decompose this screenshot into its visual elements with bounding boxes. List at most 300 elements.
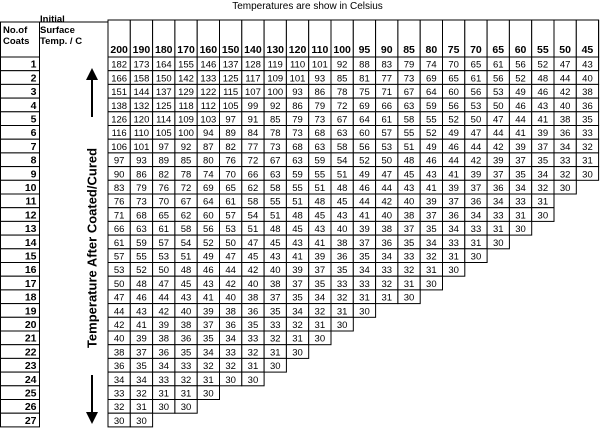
temperature-value: 67 — [180, 196, 192, 208]
temperature-value: 34 — [559, 141, 571, 153]
column-header-temp: 130 — [266, 44, 285, 56]
temperature-value: 43 — [537, 100, 549, 112]
temperature-value: 48 — [403, 155, 415, 167]
temperature-value: 61 — [158, 224, 170, 236]
temperature-value: 41 — [314, 237, 326, 249]
temperature-value: 35 — [180, 347, 192, 359]
temperature-value: 38 — [269, 278, 281, 290]
temperature-value: 42 — [247, 265, 259, 277]
temperature-value: 62 — [247, 183, 259, 194]
temperature-value: 41 — [515, 128, 526, 140]
temperature-value: 44 — [470, 141, 482, 153]
temperature-value: 37 — [470, 183, 482, 194]
temperature-value: 74 — [203, 169, 214, 181]
temperature-value: 35 — [537, 155, 549, 167]
temperature-value: 32 — [225, 361, 236, 373]
temperature-value: 120 — [133, 114, 150, 126]
temperature-value: 35 — [515, 169, 526, 181]
temperature-value: 56 — [492, 73, 504, 85]
temperature-value: 55 — [403, 128, 415, 140]
temperature-value: 31 — [247, 361, 259, 373]
temperature-value: 97 — [158, 141, 170, 153]
coat-number: 13 — [24, 223, 37, 236]
temperature-value: 36 — [448, 210, 459, 222]
coat-number: 19 — [24, 305, 37, 318]
temperature-value: 30 — [492, 237, 504, 249]
temperature-value: 118 — [178, 100, 194, 112]
temperature-value: 43 — [180, 292, 192, 304]
temperature-value: 36 — [158, 347, 170, 359]
coat-number: 11 — [25, 195, 37, 208]
temperature-value: 48 — [537, 73, 549, 85]
coat-number: 22 — [24, 346, 37, 359]
temperature-value: 30 — [158, 402, 170, 414]
temperature-value: 78 — [269, 128, 281, 140]
temperature-value: 53 — [492, 87, 504, 99]
temperature-value: 37 — [314, 265, 326, 277]
temperature-value: 30 — [247, 374, 259, 386]
temperature-value: 50 — [381, 155, 393, 167]
temperature-value: 68 — [314, 128, 326, 140]
temperature-value: 32 — [426, 251, 437, 263]
temperature-value: 39 — [203, 306, 214, 318]
temperature-value: 75 — [359, 87, 370, 99]
coat-number: 25 — [24, 387, 37, 400]
temperature-value: 66 — [247, 169, 259, 181]
temperature-value: 72 — [336, 100, 348, 112]
temperature-value: 90 — [113, 169, 125, 181]
temperature-value: 47 — [381, 169, 393, 181]
column-header-temp: 140 — [244, 44, 262, 56]
temperature-value: 44 — [113, 306, 125, 318]
temperature-value: 30 — [559, 183, 571, 194]
coat-number: 14 — [24, 236, 37, 249]
temperature-value: 86 — [136, 169, 147, 181]
temperature-value: 89 — [225, 128, 236, 140]
temperature-value: 105 — [155, 128, 172, 140]
temperature-value: 100 — [267, 87, 284, 99]
temperature-value: 35 — [426, 224, 437, 236]
temperature-value: 48 — [336, 183, 348, 194]
temperature-value: 45 — [180, 278, 192, 290]
coat-number: 16 — [24, 264, 37, 277]
temperature-value: 48 — [314, 196, 326, 208]
temperature-value: 63 — [336, 128, 348, 140]
temperature-value: 33 — [225, 347, 236, 359]
temperature-value: 76 — [113, 196, 125, 208]
temperature-value: 33 — [492, 210, 504, 222]
temperature-value: 48 — [292, 210, 303, 222]
temperature-value: 57 — [381, 128, 393, 140]
temperature-value: 41 — [448, 169, 459, 181]
temperature-value: 43 — [136, 306, 147, 318]
coat-number: 23 — [24, 360, 37, 373]
temperature-value: 35 — [336, 265, 348, 277]
temperature-value: 85 — [269, 114, 281, 126]
temperature-value: 86 — [314, 87, 326, 99]
arrow-up-icon — [85, 68, 99, 118]
temperature-value: 73 — [136, 196, 147, 208]
temperature-value: 79 — [292, 114, 303, 126]
temperature-value: 63 — [269, 169, 281, 181]
column-header-temp: 100 — [333, 44, 351, 56]
temperature-value: 73 — [403, 73, 415, 85]
temperature-value: 58 — [247, 196, 259, 208]
coat-number: 10 — [24, 182, 37, 194]
temperature-value: 58 — [269, 183, 281, 194]
temperature-value: 54 — [247, 210, 259, 222]
temperature-value: 66 — [381, 100, 393, 112]
temperature-value: 36 — [492, 183, 504, 194]
column-header-temp: 95 — [358, 44, 371, 56]
temperature-value: 30 — [582, 169, 593, 181]
temperature-value: 54 — [336, 155, 348, 167]
temperature-value: 31 — [158, 388, 170, 400]
temperature-value: 53 — [225, 224, 236, 236]
temperature-value: 33 — [113, 388, 125, 400]
temperature-value: 35 — [136, 361, 147, 373]
temperature-value: 44 — [448, 155, 459, 167]
temperature-value: 52 — [203, 237, 214, 249]
temperature-value: 40 — [225, 292, 236, 304]
temperature-value: 41 — [292, 251, 303, 263]
temperature-value: 46 — [537, 87, 549, 99]
temperature-value: 55 — [292, 183, 303, 194]
temperature-value: 48 — [180, 265, 192, 277]
temperature-value: 30 — [225, 374, 236, 386]
temperature-value: 33 — [381, 265, 393, 277]
temperature-value: 97 — [225, 114, 236, 126]
temperature-value: 38 — [559, 114, 571, 126]
temperature-value: 45 — [269, 237, 281, 249]
temperature-value: 30 — [336, 320, 348, 331]
temperature-value: 47 — [158, 278, 170, 290]
temperature-value: 83 — [381, 59, 393, 71]
temperature-value: 31 — [426, 265, 437, 277]
temperature-value: 46 — [448, 141, 459, 153]
temperature-value: 107 — [245, 87, 261, 99]
temperature-value: 47 — [247, 237, 259, 249]
temperature-value: 67 — [269, 155, 281, 167]
temperature-value: 37 — [492, 169, 504, 181]
temperature-value: 97 — [113, 155, 125, 167]
temperature-value: 47 — [559, 59, 571, 71]
temperature-value: 52 — [359, 155, 370, 167]
temperature-value: 34 — [492, 196, 504, 208]
temperature-value: 53 — [381, 141, 393, 153]
temperature-value: 46 — [203, 265, 214, 277]
temperature-value: 47 — [492, 114, 504, 126]
temperature-value: 34 — [470, 210, 482, 222]
temperature-value: 76 — [225, 155, 236, 167]
temperature-value: 65 — [225, 183, 236, 194]
temperature-value: 132 — [133, 100, 150, 112]
temperature-value: 32 — [113, 402, 125, 414]
temperature-value: 30 — [515, 224, 526, 236]
temperature-value: 44 — [359, 196, 370, 208]
temperature-value: 41 — [537, 114, 549, 126]
temperature-value: 68 — [136, 210, 147, 222]
temperature-value: 50 — [225, 237, 236, 249]
temperature-value: 173 — [133, 59, 150, 71]
temperature-value: 64 — [426, 87, 437, 99]
temperature-value: 59 — [136, 237, 147, 249]
temperature-value: 32 — [180, 374, 192, 386]
coat-number: 3 — [30, 86, 37, 99]
temperature-value: 50 — [158, 265, 170, 277]
coats-header-line2: Coats — [3, 36, 30, 47]
temperature-value: 45 — [336, 196, 348, 208]
temperature-value: 103 — [200, 114, 217, 126]
temperature-value: 61 — [492, 59, 504, 71]
temperature-value: 49 — [448, 128, 459, 140]
temperature-value: 126 — [111, 114, 128, 126]
temperature-value: 33 — [158, 374, 170, 386]
temperature-value: 31 — [203, 374, 214, 386]
temperature-value: 34 — [136, 374, 147, 386]
column-header-temp: 50 — [559, 44, 571, 56]
temperature-value: 37 — [203, 320, 214, 331]
column-header-temp: 70 — [470, 44, 482, 56]
temperature-value: 53 — [113, 265, 125, 277]
temperature-value: 84 — [247, 128, 259, 140]
coat-number: 17 — [24, 277, 37, 290]
temperature-value: 51 — [292, 196, 303, 208]
temperature-value: 82 — [225, 141, 236, 153]
temperature-value: 35 — [582, 114, 593, 126]
temperature-value: 43 — [269, 251, 281, 263]
temperature-value: 35 — [247, 320, 259, 331]
temperature-value: 41 — [426, 183, 437, 194]
temperature-value: 43 — [426, 169, 437, 181]
temperature-value: 30 — [426, 278, 437, 290]
temperature-value: 138 — [111, 100, 128, 112]
coat-number: 1 — [30, 58, 37, 71]
temperature-value: 39 — [292, 265, 303, 277]
temperature-value: 37 — [136, 347, 147, 359]
column-header-temp: 75 — [447, 44, 460, 56]
temperature-value: 39 — [515, 141, 526, 153]
temperature-value: 182 — [111, 59, 128, 71]
temperature-value: 39 — [158, 320, 170, 331]
temperature-value: 72 — [180, 183, 192, 194]
temperature-value: 73 — [292, 128, 303, 140]
coat-number: 21 — [24, 332, 37, 345]
temperature-value: 109 — [178, 114, 194, 126]
temperature-value: 64 — [203, 196, 214, 208]
temperature-value: 81 — [359, 73, 370, 85]
temperature-value: 31 — [292, 333, 303, 345]
temperature-value: 66 — [113, 224, 125, 236]
temperature-value: 36 — [180, 333, 192, 345]
temperature-value: 38 — [225, 306, 236, 318]
temperature-value: 125 — [155, 100, 172, 112]
column-header-temp: 90 — [380, 44, 393, 56]
temperature-value: 53 — [158, 251, 170, 263]
temperature-value: 38 — [403, 210, 415, 222]
temperature-value: 34 — [225, 333, 236, 345]
coat-number: 27 — [24, 414, 37, 427]
temperature-value: 43 — [403, 183, 415, 194]
temperature-value: 144 — [133, 87, 150, 99]
temperature-value: 57 — [113, 251, 125, 263]
temperature-value: 63 — [292, 155, 303, 167]
temperature-value: 47 — [113, 292, 125, 304]
temperature-value: 79 — [314, 100, 326, 112]
temperature-value: 38 — [113, 347, 125, 359]
temperature-value: 39 — [448, 183, 459, 194]
temperature-value: 37 — [292, 278, 303, 290]
temperature-value: 87 — [203, 141, 214, 153]
temperature-value: 31 — [515, 210, 526, 222]
temperature-value: 92 — [180, 141, 192, 153]
column-header-temp: 80 — [425, 44, 438, 56]
temperature-value: 39 — [314, 251, 326, 263]
temperature-value: 42 — [113, 320, 125, 331]
temperature-value: 38 — [158, 333, 170, 345]
temperature-value: 30 — [448, 265, 459, 277]
temperature-value: 36 — [470, 196, 482, 208]
temperature-value: 128 — [245, 59, 261, 71]
temperature-value: 52 — [515, 73, 526, 85]
coat-number: 20 — [24, 319, 37, 331]
temperature-value: 57 — [225, 210, 236, 222]
temperature-value: 63 — [314, 141, 326, 153]
temperature-value: 78 — [336, 87, 348, 99]
temperature-value: 31 — [314, 320, 326, 331]
temperature-value: 31 — [537, 196, 549, 208]
temperature-value: 73 — [269, 141, 281, 153]
temperature-value: 46 — [426, 155, 437, 167]
temperature-value: 62 — [180, 210, 192, 222]
temperature-value: 106 — [111, 141, 128, 153]
temperature-value: 30 — [292, 347, 303, 359]
temperature-value: 33 — [403, 251, 415, 263]
temperature-value: 39 — [359, 224, 370, 236]
temperature-value: 137 — [222, 59, 239, 71]
temperature-value: 40 — [559, 100, 571, 112]
temperature-value: 101 — [289, 73, 306, 85]
temperature-value: 47 — [225, 251, 236, 263]
temperature-value: 32 — [292, 320, 303, 331]
temperature-value: 45 — [403, 169, 415, 181]
temperature-value: 38 — [247, 292, 259, 304]
coat-number: 9 — [30, 168, 37, 181]
temperature-value: 110 — [289, 59, 306, 71]
temperature-value: 36 — [336, 251, 348, 263]
temperature-value: 63 — [136, 224, 147, 236]
temperature-value: 150 — [155, 73, 172, 85]
coat-number: 5 — [30, 113, 37, 126]
temperature-value: 31 — [180, 388, 192, 400]
temperature-value: 34 — [426, 237, 437, 249]
temperature-value: 48 — [269, 224, 281, 236]
temperature-value: 60 — [203, 210, 214, 222]
temperature-value: 67 — [336, 114, 348, 126]
temperature-value: 125 — [222, 73, 239, 85]
temperature-value: 43 — [582, 59, 593, 71]
coat-number: 24 — [24, 373, 37, 386]
coat-number: 6 — [30, 127, 37, 140]
temperature-value: 72 — [247, 155, 259, 167]
temperature-value: 33 — [515, 196, 526, 208]
temperature-value: 133 — [200, 73, 217, 85]
temperature-value: 32 — [336, 292, 348, 304]
temperature-value: 30 — [470, 251, 482, 263]
temperature-value: 105 — [222, 100, 239, 112]
temperature-value: 33 — [448, 237, 459, 249]
temperature-value: 39 — [470, 169, 482, 181]
temperature-value: 92 — [336, 59, 348, 71]
temperature-value: 61 — [113, 237, 125, 249]
temperature-value: 55 — [269, 196, 281, 208]
temperature-value: 37 — [426, 210, 437, 222]
temperature-value: 71 — [113, 210, 125, 222]
temperature-value: 31 — [336, 306, 348, 318]
temperature-value: 46 — [359, 183, 370, 194]
temperature-value: 40 — [180, 306, 192, 318]
temperature-value: 50 — [492, 100, 504, 112]
temperature-value: 36 — [113, 361, 125, 373]
temperature-value: 37 — [269, 292, 281, 304]
temperature-value: 35 — [314, 278, 326, 290]
temperature-value: 63 — [403, 100, 415, 112]
temperature-value: 56 — [515, 59, 526, 71]
temperature-value: 32 — [403, 265, 415, 277]
column-header-temp: 110 — [311, 44, 329, 56]
temperature-value: 110 — [133, 128, 150, 140]
temperature-value: 73 — [314, 114, 326, 126]
temperature-value: 37 — [359, 237, 370, 249]
temperature-value: 70 — [225, 169, 236, 181]
temperature-value: 32 — [314, 306, 326, 318]
temperature-value: 42 — [381, 196, 393, 208]
temperature-value: 50 — [113, 278, 125, 290]
temperature-value: 33 — [470, 224, 482, 236]
temperature-value: 56 — [448, 100, 459, 112]
temperature-value: 36 — [582, 100, 593, 112]
temperature-value: 71 — [381, 87, 393, 99]
temperature-value: 44 — [381, 183, 393, 194]
temperature-value: 36 — [559, 128, 571, 140]
column-header-temp: 85 — [403, 44, 415, 56]
temperature-value: 55 — [136, 251, 147, 263]
temperature-value: 45 — [314, 210, 326, 222]
initial-temp-header-line2: Surface — [40, 25, 75, 36]
coat-number: 7 — [30, 140, 37, 153]
temperature-value: 34 — [448, 224, 459, 236]
temperature-value: 46 — [136, 292, 147, 304]
temperature-value: 70 — [158, 196, 170, 208]
temperature-value: 70 — [448, 59, 459, 71]
temperature-value: 34 — [292, 306, 303, 318]
temperature-value: 112 — [200, 100, 216, 112]
temperature-value: 54 — [180, 237, 192, 249]
temperature-value: 36 — [225, 320, 236, 331]
initial-temp-header-line3: Temp. / C — [40, 36, 83, 47]
temperature-value: 43 — [292, 237, 303, 249]
side-axis-label-text: Temperature After Coated/Cured — [84, 147, 100, 349]
temperature-value: 30 — [403, 292, 415, 304]
temperature-value: 101 — [133, 141, 150, 153]
coat-number: 15 — [24, 250, 37, 263]
temperature-value: 42 — [492, 141, 504, 153]
temperature-value: 33 — [269, 320, 281, 331]
coat-number: 12 — [24, 209, 37, 222]
temperature-value: 40 — [269, 265, 281, 277]
temperature-value: 37 — [448, 196, 459, 208]
temperature-value: 49 — [426, 141, 437, 153]
